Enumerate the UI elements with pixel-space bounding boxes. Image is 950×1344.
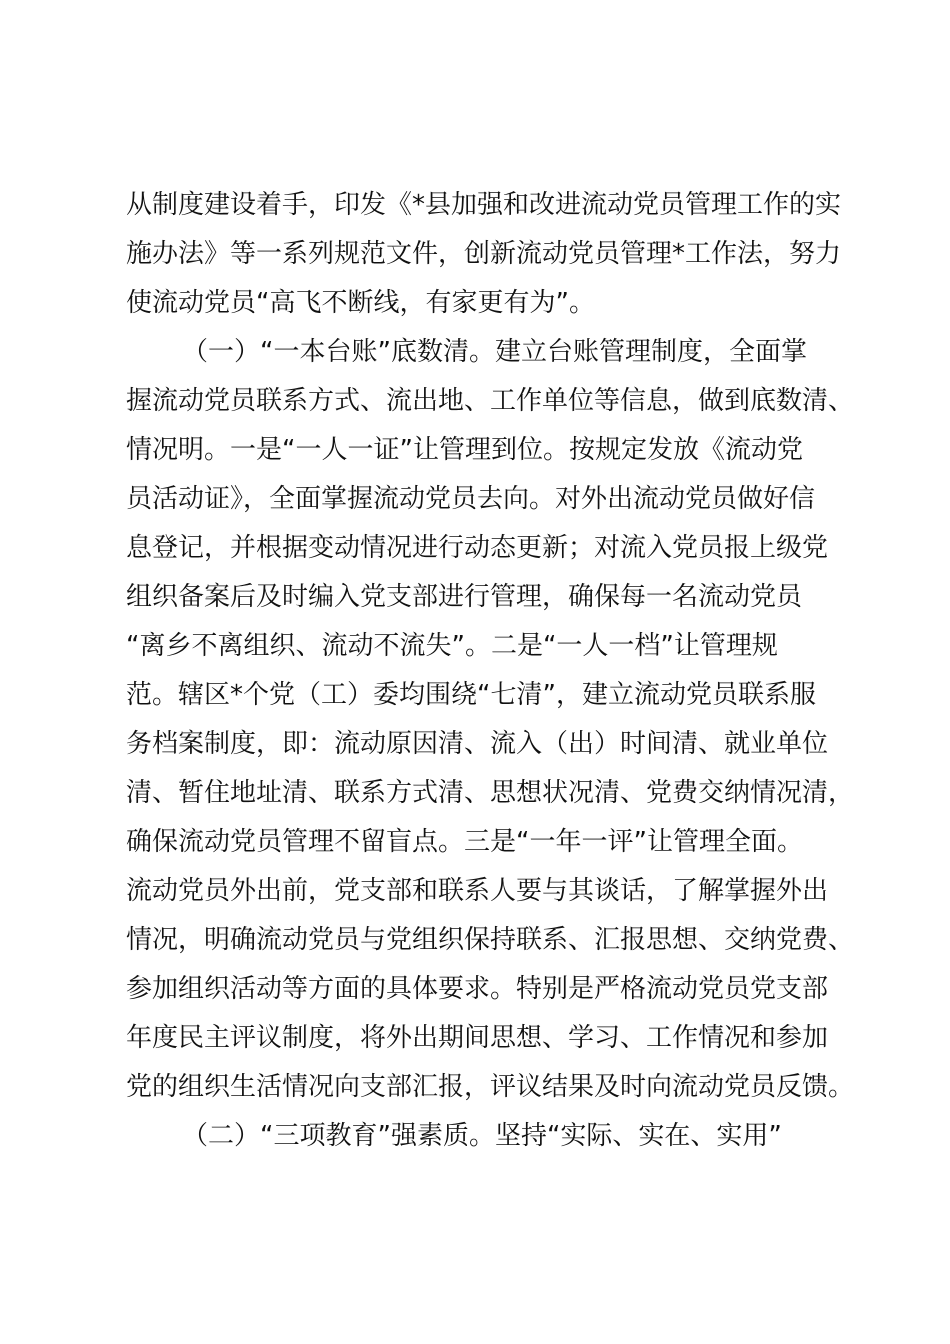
section-heading-line: （一）“一本台账”底数清。建立台账管理制度，全面掌 bbox=[182, 337, 807, 367]
text-line: 参加组织活动等方面的具体要求。特别是严格流动党员党支部 bbox=[126, 974, 829, 1004]
text-line: 息登记，并根据变动情况进行动态更新；对流入党员报上级党 bbox=[126, 533, 829, 563]
text-line: 范。辖区*个党（工）委均围绕“七清”，建立流动党员联系服 bbox=[126, 680, 816, 710]
text-line: “离乡不离组织、流动不流失”。二是“一人一档”让管理规 bbox=[126, 631, 778, 661]
text-line: 党的组织生活情况向支部汇报，评议结果及时向流动党员反馈。 bbox=[126, 1072, 855, 1102]
text-line: 清、暂住地址清、联系方式清、思想状况清、党费交纳情况清， bbox=[126, 778, 855, 808]
text-line: 情况，明确流动党员与党组织保持联系、汇报思想、交纳党费、 bbox=[126, 925, 855, 955]
text-line: 流动党员外出前，党支部和联系人要与其谈话，了解掌握外出 bbox=[126, 876, 829, 906]
text-line: 组织备案后及时编入党支部进行管理，确保每一名流动党员 bbox=[126, 582, 803, 612]
text-line: 握流动党员联系方式、流出地、工作单位等信息，做到底数清、 bbox=[126, 386, 855, 416]
text-line: 施办法》等一系列规范文件，创新流动党员管理*工作法，努力 bbox=[126, 239, 842, 269]
text-line: 年度民主评议制度，将外出期间思想、学习、工作情况和参加 bbox=[126, 1023, 829, 1053]
text-line: 员活动证》，全面掌握流动党员去向。对外出流动党员做好信 bbox=[126, 484, 816, 514]
text-line: 从制度建设着手，印发《*县加强和改进流动党员管理工作的实 bbox=[126, 190, 842, 220]
body-text bbox=[126, 181, 856, 1161]
text-line: 情况明。一是“一人一证”让管理到位。按规定发放《流动党 bbox=[126, 435, 803, 465]
text-line: 务档案制度，即：流动原因清、流入（出）时间清、就业单位 bbox=[126, 729, 829, 759]
section-heading-line: （二）“三项教育”强素质。坚持“实际、实在、实用” bbox=[182, 1121, 782, 1151]
text-line: 确保流动党员管理不留盲点。三是“一年一评”让管理全面。 bbox=[126, 827, 803, 857]
text-line: 使流动党员“高飞不断线，有家更有为”。 bbox=[126, 288, 595, 318]
